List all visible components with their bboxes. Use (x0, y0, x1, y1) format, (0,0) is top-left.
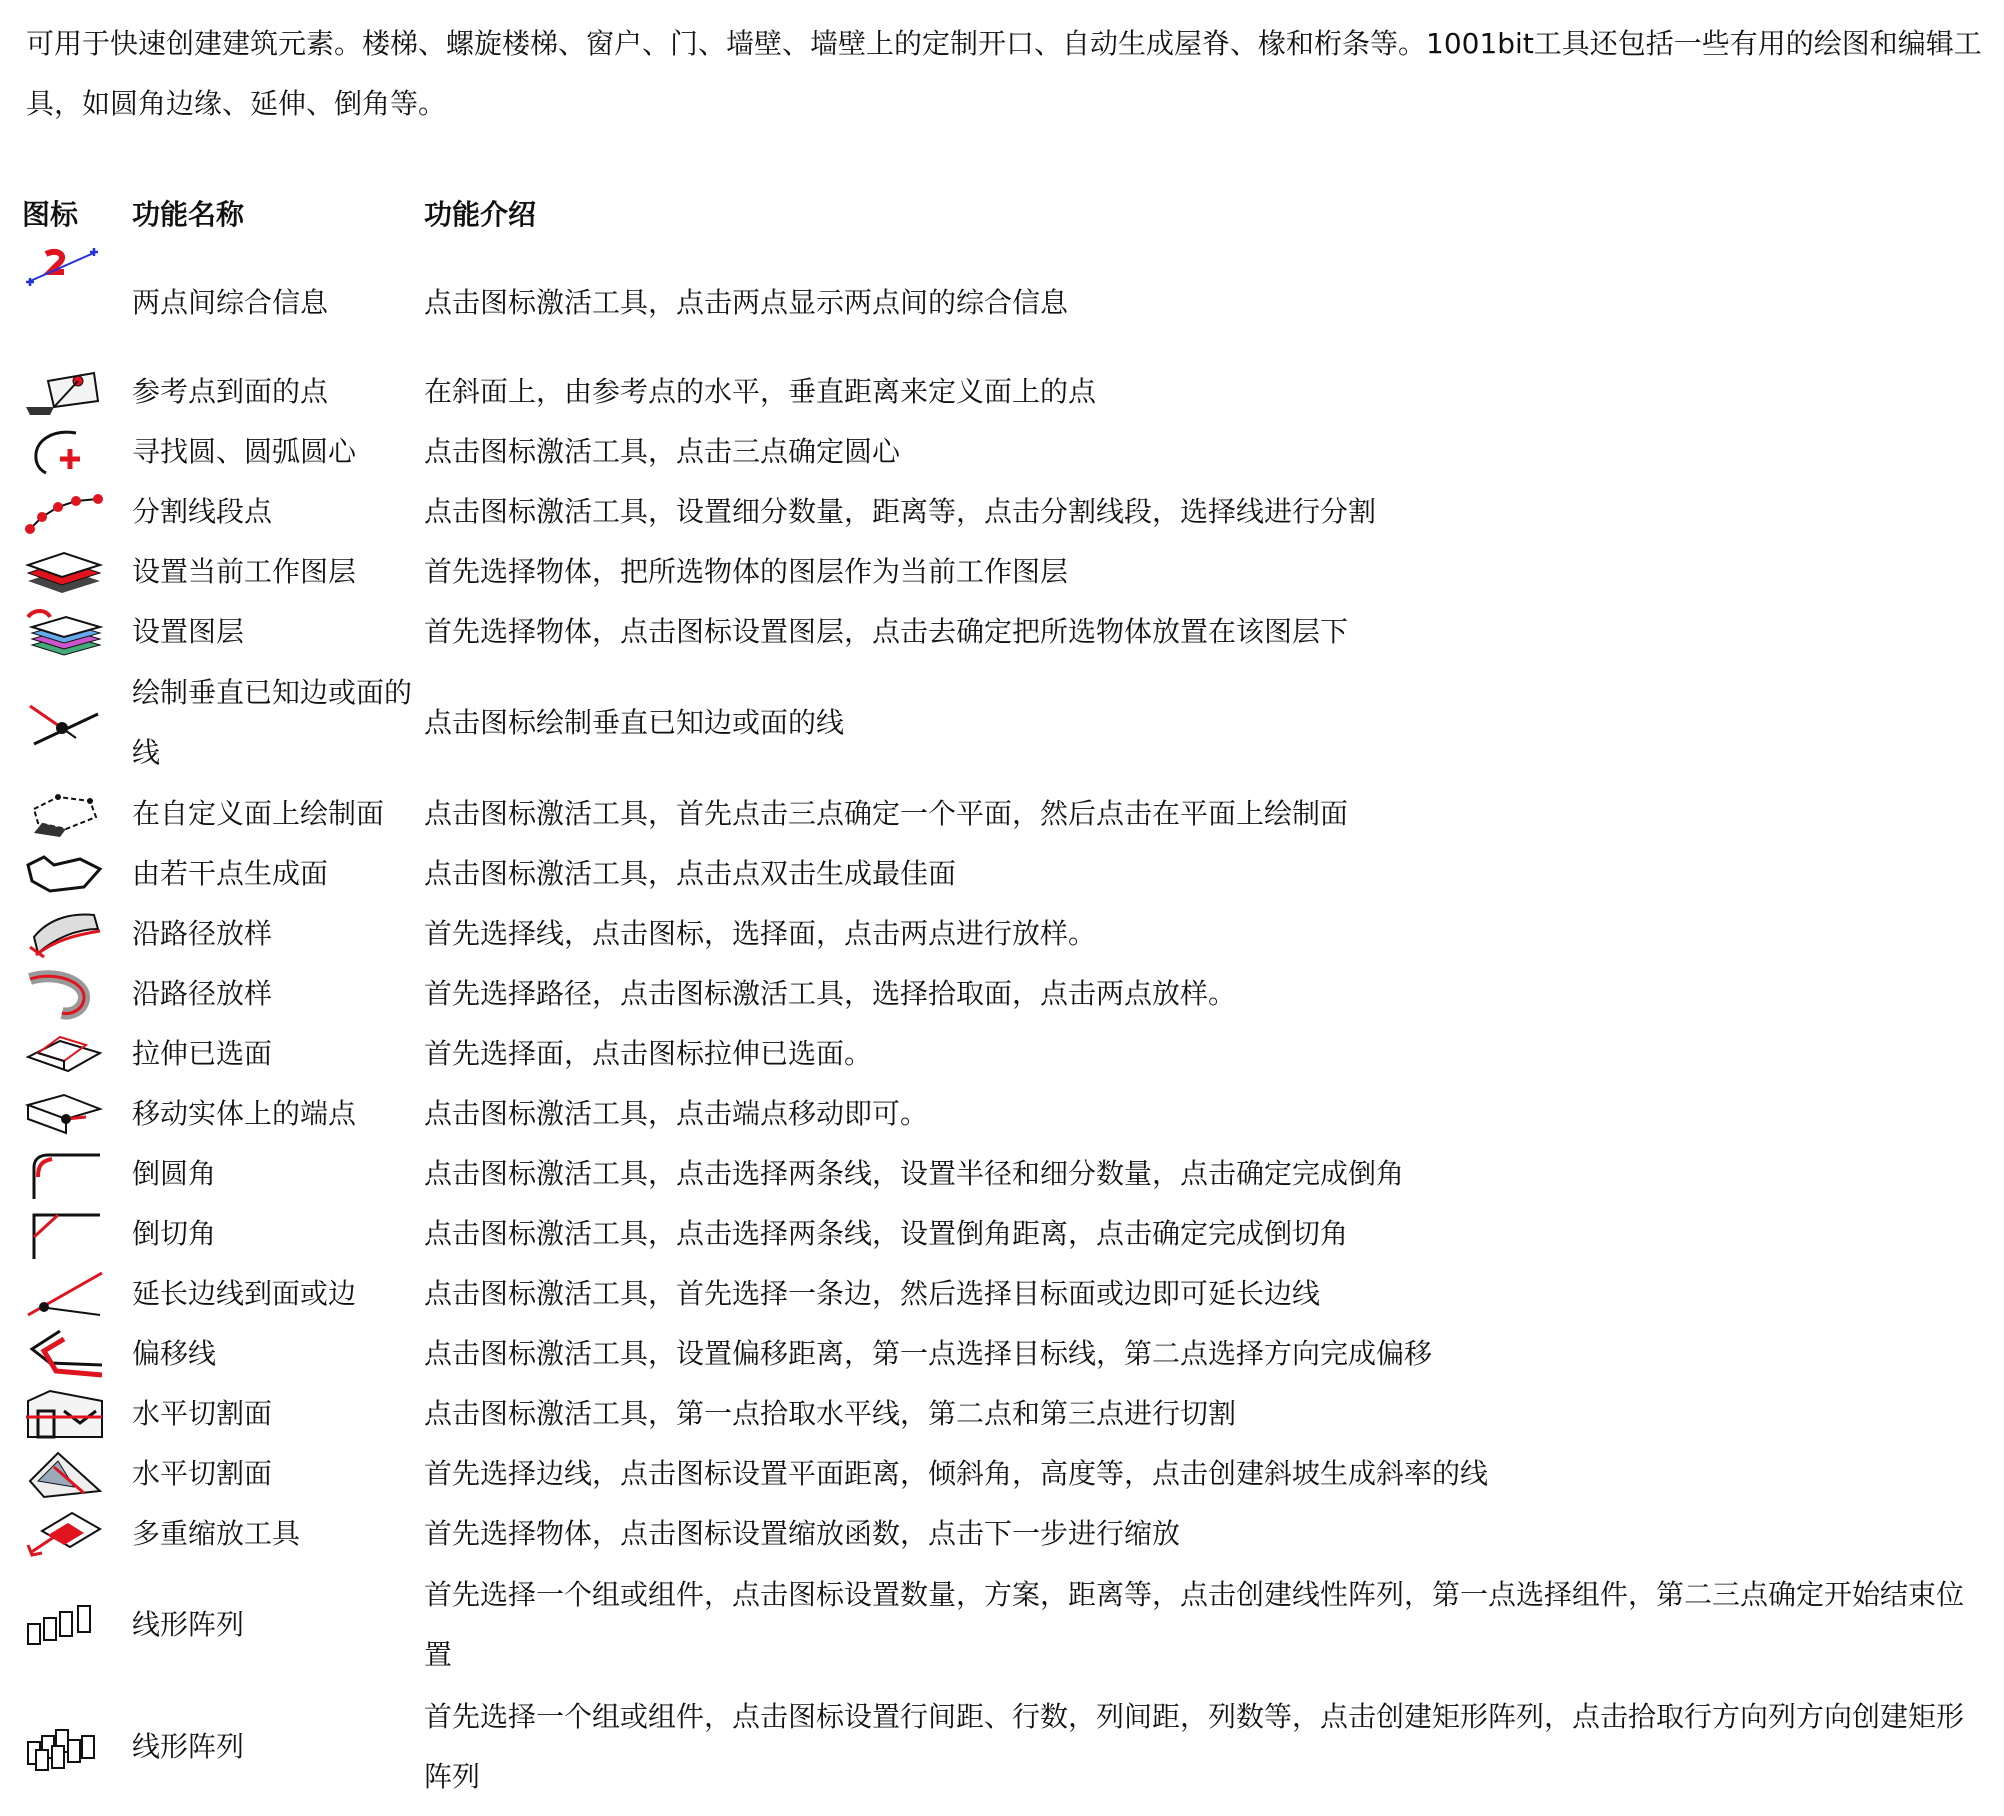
loft-path-icon[interactable] (22, 904, 132, 964)
row-name: 两点间综合信息 (132, 286, 329, 319)
row-desc: 点击图标激活工具，首先点击三点确定一个平面，然后点击在平面上绘制面 (424, 797, 1349, 830)
row-name: 绘制垂直已知边或面的线 (132, 676, 413, 769)
row-desc: 点击图标激活工具，首先选择一条边，然后选择目标面或边即可延长边线 (424, 1277, 1321, 1310)
table-row (22, 1264, 1982, 1324)
row-desc: 点击图标激活工具，点击选择两条线，设置半径和细分数量，点击确定完成倒角 (424, 1157, 1405, 1190)
table-row (22, 1324, 1982, 1384)
header-desc: 功能介绍 (424, 198, 537, 231)
intro-paragraph: 可用于快速创建建筑元素。楼梯、螺旋楼梯、窗户、门、墙壁、墙壁上的定制开口、自动生成屋脊、椽和桁条等。1001bit工具还包括一些有用的绘图和编辑工具，如圆角边缘、延伸、倒角等。 (26, 27, 1982, 120)
row-desc: 首先选择路径，点击图标激活工具，选择拾取面，点击两点放样。 (424, 977, 1237, 1010)
table-row (22, 1204, 1982, 1264)
row-name: 参考点到面的点 (132, 375, 329, 408)
row-desc: 点击图标激活工具，点击选择两条线，设置倒角距离，点击确定完成倒切角 (424, 1217, 1349, 1250)
table-row (22, 1564, 1982, 1686)
header-name: 功能名称 (132, 198, 245, 231)
point-on-face-icon[interactable] (22, 362, 132, 422)
row-desc: 点击图标绘制垂直已知边或面的线 (424, 706, 845, 739)
table-row (22, 1686, 1982, 1808)
chamfer-icon[interactable] (22, 1204, 132, 1264)
table-row (22, 844, 1982, 904)
feature-table (22, 182, 1982, 1808)
fillet-icon[interactable] (22, 1144, 132, 1204)
slope-icon[interactable] (22, 1444, 132, 1504)
row-name: 沿路径放样 (132, 917, 273, 950)
row-name: 偏移线 (132, 1337, 217, 1370)
divide-line-icon[interactable] (22, 482, 132, 542)
row-name: 设置图层 (132, 615, 245, 648)
table-row (22, 662, 1982, 784)
table-row (22, 542, 1982, 602)
perpendicular-line-icon[interactable] (22, 662, 132, 784)
row-desc: 在斜面上，由参考点的水平，垂直距离来定义面上的点 (424, 375, 1097, 408)
table-row (22, 1144, 1982, 1204)
row-desc: 点击图标激活工具，点击两点显示两点间的综合信息 (424, 286, 1069, 319)
row-desc: 首先选择一个组或组件，点击图标设置数量，方案，距离等，点击创建线性阵列，第一点选择组件，第二三点确定开始结束位置 (424, 1578, 1965, 1671)
row-desc: 首先选择线，点击图标，选择面，点击两点进行放样。 (424, 917, 1097, 950)
row-desc: 首先选择面，点击图标拉伸已选面。 (424, 1037, 873, 1070)
table-row (22, 482, 1982, 542)
row-name: 在自定义面上绘制面 (132, 797, 385, 830)
row-name: 分割线段点 (132, 495, 273, 528)
arc-center-icon[interactable] (22, 422, 132, 482)
row-name: 倒圆角 (132, 1157, 217, 1190)
row-desc: 点击图标激活工具，设置偏移距离，第一点选择目标线，第二点选择方向完成偏移 (424, 1337, 1433, 1370)
table-header-row (22, 182, 1982, 244)
row-name: 多重缩放工具 (132, 1517, 301, 1550)
row-desc: 首先选择物体，把所选物体的图层作为当前工作图层 (424, 555, 1069, 588)
rect-array-icon[interactable] (22, 1686, 132, 1808)
table-row (22, 244, 1982, 362)
row-desc: 点击图标激活工具，点击三点确定圆心 (424, 435, 901, 468)
measure-icon[interactable] (22, 244, 132, 362)
row-name: 设置当前工作图层 (132, 555, 357, 588)
extend-edge-icon[interactable] (22, 1264, 132, 1324)
row-desc: 点击图标激活工具，点击点双击生成最佳面 (424, 857, 957, 890)
row-name: 倒切角 (132, 1217, 217, 1250)
table-row (22, 1084, 1982, 1144)
row-desc: 首先选择物体，点击图标设置缩放函数，点击下一步进行缩放 (424, 1517, 1181, 1550)
table-row (22, 1444, 1982, 1504)
move-vertex-icon[interactable] (22, 1084, 132, 1144)
sweep-path-icon[interactable] (22, 964, 132, 1024)
row-name: 拉伸已选面 (132, 1037, 273, 1070)
extrude-face-icon[interactable] (22, 1024, 132, 1084)
row-desc: 首先选择物体，点击图标设置图层，点击去确定把所选物体放置在该图层下 (424, 615, 1349, 648)
linear-array-icon[interactable] (22, 1564, 132, 1686)
offset-line-icon[interactable] (22, 1324, 132, 1384)
table-row (22, 422, 1982, 482)
custom-plane-icon[interactable] (22, 784, 132, 844)
row-name: 移动实体上的端点 (132, 1097, 357, 1130)
table-row (22, 602, 1982, 662)
multi-scale-icon[interactable] (22, 1504, 132, 1564)
row-desc: 点击图标激活工具，点击端点移动即可。 (424, 1097, 929, 1130)
horizontal-cut-icon[interactable] (22, 1384, 132, 1444)
row-name: 由若干点生成面 (132, 857, 329, 890)
row-desc: 首先选择边线，点击图标设置平面距离，倾斜角，高度等，点击创建斜坡生成斜率的线 (424, 1457, 1489, 1490)
row-name: 沿路径放样 (132, 977, 273, 1010)
table-row (22, 362, 1982, 422)
set-layer-icon[interactable] (22, 602, 132, 662)
row-name: 延长边线到面或边 (132, 1277, 357, 1310)
row-name: 水平切割面 (132, 1397, 273, 1430)
row-name: 线形阵列 (132, 1730, 245, 1763)
row-desc: 点击图标激活工具，设置细分数量，距离等，点击分割线段，选择线进行分割 (424, 495, 1377, 528)
table-row (22, 904, 1982, 964)
row-desc: 点击图标激活工具，第一点拾取水平线，第二点和第三点进行切割 (424, 1397, 1237, 1430)
row-name: 寻找圆、圆弧圆心 (132, 435, 357, 468)
table-row (22, 1024, 1982, 1084)
header-icon: 图标 (22, 198, 79, 231)
row-desc: 首先选择一个组或组件，点击图标设置行间距、行数，列间距，列数等，点击创建矩形阵列，点击拾取行方向列方向创建矩形阵列 (424, 1700, 1965, 1793)
table-row (22, 1504, 1982, 1564)
face-from-points-icon[interactable] (22, 844, 132, 904)
layers-icon[interactable] (22, 542, 132, 602)
table-row (22, 1384, 1982, 1444)
table-row (22, 784, 1982, 844)
row-name: 水平切割面 (132, 1457, 273, 1490)
row-name: 线形阵列 (132, 1608, 245, 1641)
table-row (22, 964, 1982, 1024)
